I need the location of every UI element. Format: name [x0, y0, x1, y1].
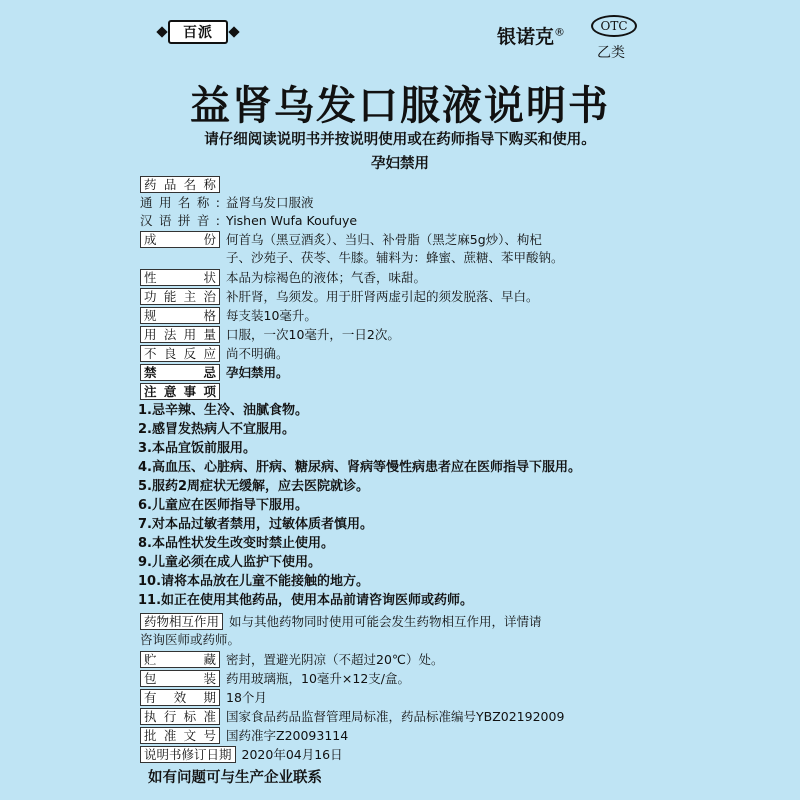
precautions-header-row	[140, 383, 680, 401]
indications-row	[140, 288, 680, 307]
contraindication-value: 孕妇禁用。	[226, 365, 289, 380]
precaution-item: 5.服药2周症状无缓解，应去医院就诊。	[138, 479, 370, 494]
precautions-label: 注意事项	[140, 383, 220, 400]
pinyin-label: 汉语拼音:	[140, 213, 220, 228]
generic-name-label: 通用名称:	[140, 195, 220, 210]
character-label: 性 状	[140, 269, 220, 286]
precaution-item: 10.请将本品放在儿童不能接触的地方。	[138, 574, 370, 589]
generic-name-row	[140, 194, 680, 213]
approval-label: 批准文号	[140, 727, 220, 744]
ingredients-row	[140, 231, 680, 250]
otc-badge: OTC	[591, 15, 637, 37]
indications-value: 补肝肾，乌须发。用于肝肾两虚引起的须发脱落、早白。	[226, 289, 539, 304]
page-title: 益肾乌发口服液说明书	[190, 82, 610, 129]
ingredients-row-2	[226, 249, 680, 268]
precaution-item: 3.本品宜饭前服用。	[138, 441, 256, 456]
dosage-label: 用法用量	[140, 326, 220, 343]
adverse-value: 尚不明确。	[226, 346, 289, 361]
adverse-row	[140, 345, 680, 364]
storage-label: 贮 藏	[140, 651, 220, 668]
pinyin-row	[140, 212, 680, 231]
package-label: 包 装	[140, 670, 220, 687]
precaution-item: 6.儿童应在医师指导下服用。	[138, 498, 308, 513]
pinyin-value: Yishen Wufa Koufuye	[226, 213, 358, 228]
precaution-item: 7.对本品过敏者禁用，过敏体质者慎用。	[138, 517, 373, 532]
storage-value: 密封，置避光阴凉（不超过20℃）处。	[226, 652, 444, 667]
footer-contact: 如有问题可与生产企业联系	[148, 770, 322, 786]
drug-name-label: 药品名称	[140, 176, 220, 193]
approval-value: 国药准字Z20093114	[226, 728, 349, 743]
contraindication-row	[140, 364, 680, 383]
revision-value: 2020年04月16日	[241, 747, 343, 762]
precaution-item: 11.如正在使用其他药品，使用本品前请咨询医师或药师。	[138, 593, 474, 608]
validity-value: 18个月	[226, 690, 267, 705]
precaution-item: 4.高血压、心脏病、肝病、糖尿病、肾病等慢性病患者应在医师指导下服用。	[138, 460, 581, 475]
standard-value: 国家食品药品监督管理局标准，药品标准编号YBZ02192009	[226, 709, 565, 724]
brand-name	[497, 22, 565, 49]
interactions-row-2	[140, 631, 680, 650]
contraindication-label: 禁 忌	[140, 364, 220, 381]
standard-row	[140, 708, 680, 727]
diamond-right-icon	[228, 26, 239, 37]
validity-label: 有效期	[140, 689, 220, 706]
standard-label: 执行标准	[140, 708, 220, 725]
usage-notice: 请仔细阅读说明书并按说明使用或在药师指导下购买和使用。	[204, 132, 596, 148]
specification-value: 每支装10毫升。	[226, 308, 317, 323]
otc-class: 乙类	[597, 45, 625, 61]
revision-row	[140, 746, 680, 765]
interactions-value-1: 如与其他药物同时使用可能会发生药物相互作用，详情请	[229, 614, 542, 629]
drug-name-header-row	[140, 176, 680, 194]
brand-text: 银诺克	[497, 26, 555, 48]
interactions-row	[140, 613, 680, 632]
package-value: 药用玻璃瓶，10毫升×12支/盒。	[226, 671, 410, 686]
diamond-left-icon	[156, 26, 167, 37]
character-value: 本品为棕褐色的液体；气香，味甜。	[226, 270, 427, 285]
precaution-item: 2.感冒发热病人不宜服用。	[138, 422, 295, 437]
approval-row	[140, 727, 680, 746]
ingredients-value-1: 何首乌（黑豆酒炙）、当归、补骨脂（黑芝麻5g炒）、枸杞	[226, 232, 542, 247]
company-logo	[158, 18, 238, 46]
revision-label: 说明书修订日期	[140, 746, 236, 763]
precaution-item: 1.忌辛辣、生冷、油腻食物。	[138, 403, 308, 418]
ingredients-label: 成 份	[140, 231, 220, 248]
interactions-label: 药物相互作用	[140, 613, 223, 630]
precaution-item: 8.本品性状发生改变时禁止使用。	[138, 536, 334, 551]
adverse-label: 不良反应	[140, 345, 220, 362]
specification-row	[140, 307, 680, 326]
indications-label: 功能主治	[140, 288, 220, 305]
specification-label: 规 格	[140, 307, 220, 324]
validity-row	[140, 689, 680, 708]
dosage-row	[140, 326, 680, 345]
interactions-value-2: 咨询医师或药师。	[140, 632, 241, 647]
dosage-value: 口服，一次10毫升，一日2次。	[226, 327, 400, 342]
storage-row	[140, 651, 680, 670]
generic-name-value: 益肾乌发口服液	[226, 195, 314, 210]
logo-text: 百派	[168, 20, 228, 44]
precaution-item: 9.儿童必须在成人监护下使用。	[138, 555, 321, 570]
package-row	[140, 670, 680, 689]
character-row	[140, 269, 680, 288]
registered-mark: ®	[554, 25, 566, 39]
ingredients-value-2: 子、沙苑子、茯苓、牛膝。辅料为：蜂蜜、蔗糖、苯甲酸钠。	[226, 250, 564, 265]
pregnant-warning: 孕妇禁用	[371, 156, 429, 172]
